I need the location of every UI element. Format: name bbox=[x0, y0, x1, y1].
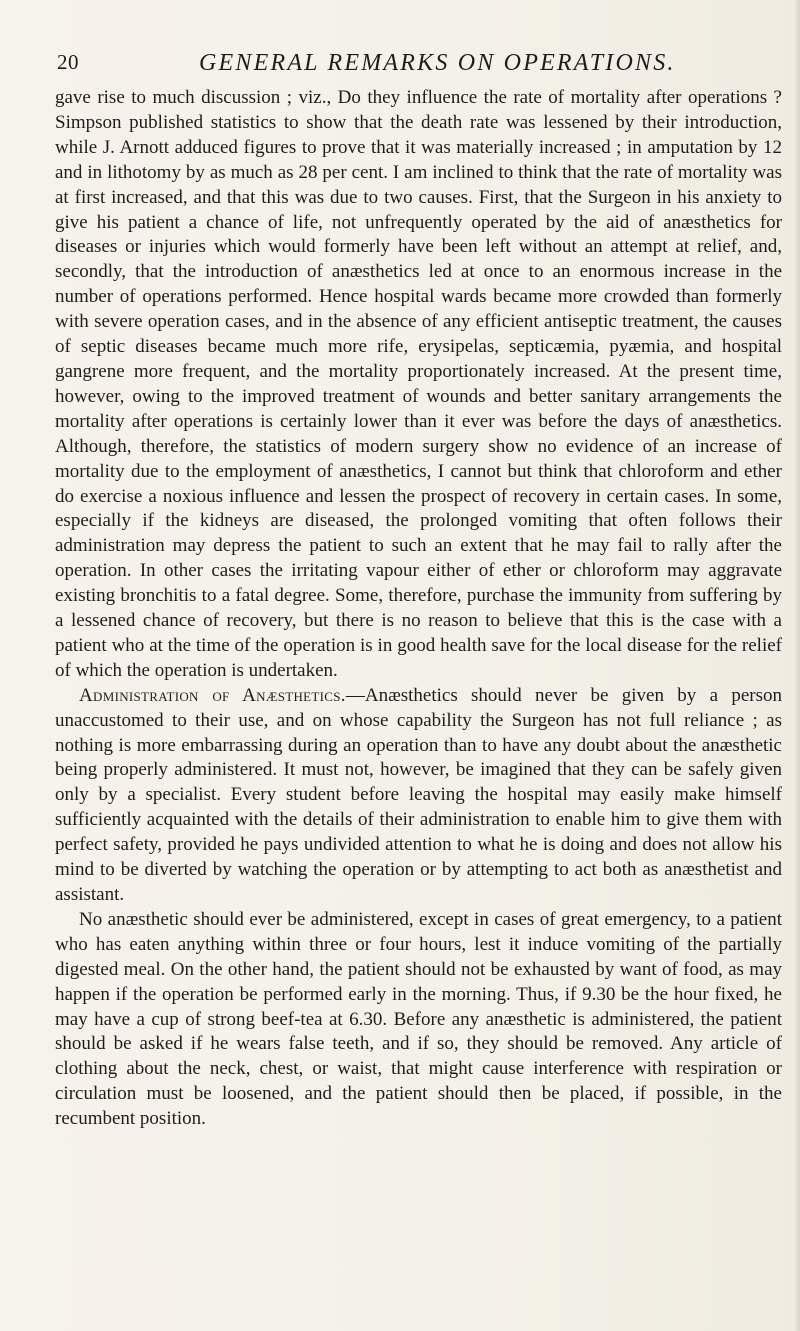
paragraph-preparation: No anæsthetic should ever be administered, except in cases of great emergency, to a patient who has eaten anything within three or four hours, lest it induce vomiting of the partially digested meal. On the other hand, the patient should not be exhausted by want of food, as may happen if the operation be performed early in the morning. Thus, if 9.30 be the hour fixed, he may have a cup of strong beef-tea at 6.30. Before any anæsthetic is administered, the patient should be asked if he wears false teeth, and if so, they should be removed. Any article of clothing about the neck, chest, or waist, that might cause interference with respiration or circulation must be loosened, and the patient should then be placed, if possible, in the recumbent position. bbox=[55, 908, 782, 1130]
paragraph-mortality: gave rise to much discussion ; viz., Do they influence the rate of mortality after operations ? Simpson published statistics to show that the death rate was lessened by their introduction, while J. Arnott adduced figures to prove that it was materially increased ; in amputation by 12 and in lithotomy by as much as 28 per cent. I am inclined to think that the rate of mortality was at first increased, and that this was due to two causes. First, that the Surgeon in his anxiety to give his patient a chance of life, not unfrequently operated by the aid of anæsthetics for diseases or injuries which would formerly have been left without an attempt at relief, and, secondly, that the introduction of anæsthetics led at once to an enormous increase in the number of operations performed. Hence hospital wards became more crowded than formerly with severe operation cases, and in the absence of any efficient antiseptic treatment, the causes of septic diseases became much more rife, erysipelas, septicæmia, pyæmia, and hospital gangrene more frequent, and the mortality proportionately increased. At the present time, however, owing to the improved treatment of wounds and better sanitary arrangements the mortality after operations is certainly lower than it ever was before the days of anæsthetics. Although, therefore, the statistics of modern surgery show no evidence of an increase of mortality due to the employment of anæsthetics, I cannot but think that chloroform and ether do exercise a noxious influence and lessen the prospect of recovery in certain cases. In some, especially if the kidneys are diseased, the prolonged vomiting that often follows their administration may depress the patient to such an extent that he may fail to rally after the operation. In other cases the irritating vapour either of ether or chloroform may aggravate existing bronchitis to a fatal degree. Some, therefore, purchase the immunity from suffering by a lessened chance of recovery, but there is no reason to believe that this is the case with a patient who at the time of the operation is in good health save for the local disease for the relief of which the operation is undertaken. bbox=[55, 87, 782, 681]
body-text bbox=[55, 86, 782, 1132]
paragraph-administration bbox=[55, 684, 782, 908]
page-header bbox=[57, 50, 760, 82]
running-title: GENERAL REMARKS ON OPERATIONS. bbox=[199, 50, 676, 76]
page-number: 20 bbox=[57, 50, 79, 74]
section-heading-administration: Administration of Anæsthetics. bbox=[79, 684, 346, 706]
paragraph-administration-text: —Anæsthetics should never be given by a person unaccustomed to their use, and on whose capability the Surgeon has not full reliance ; as nothing is more embarrassing during an operation than to have any doubt about the anæsthetic being properly administered. It must not, however, be imagined that they can be safely given only by a specialist. Every student before leaving the hospital may easily make himself sufficiently acquainted with the details of their administration to enable him to give them with perfect safety, provided he pays undivided attention to what he is doing and does not allow his mind to be diverted by watching the operation or by attempting to act both as anæsthetist and assistant. bbox=[55, 684, 783, 905]
page-edge-shadow bbox=[794, 0, 800, 1331]
